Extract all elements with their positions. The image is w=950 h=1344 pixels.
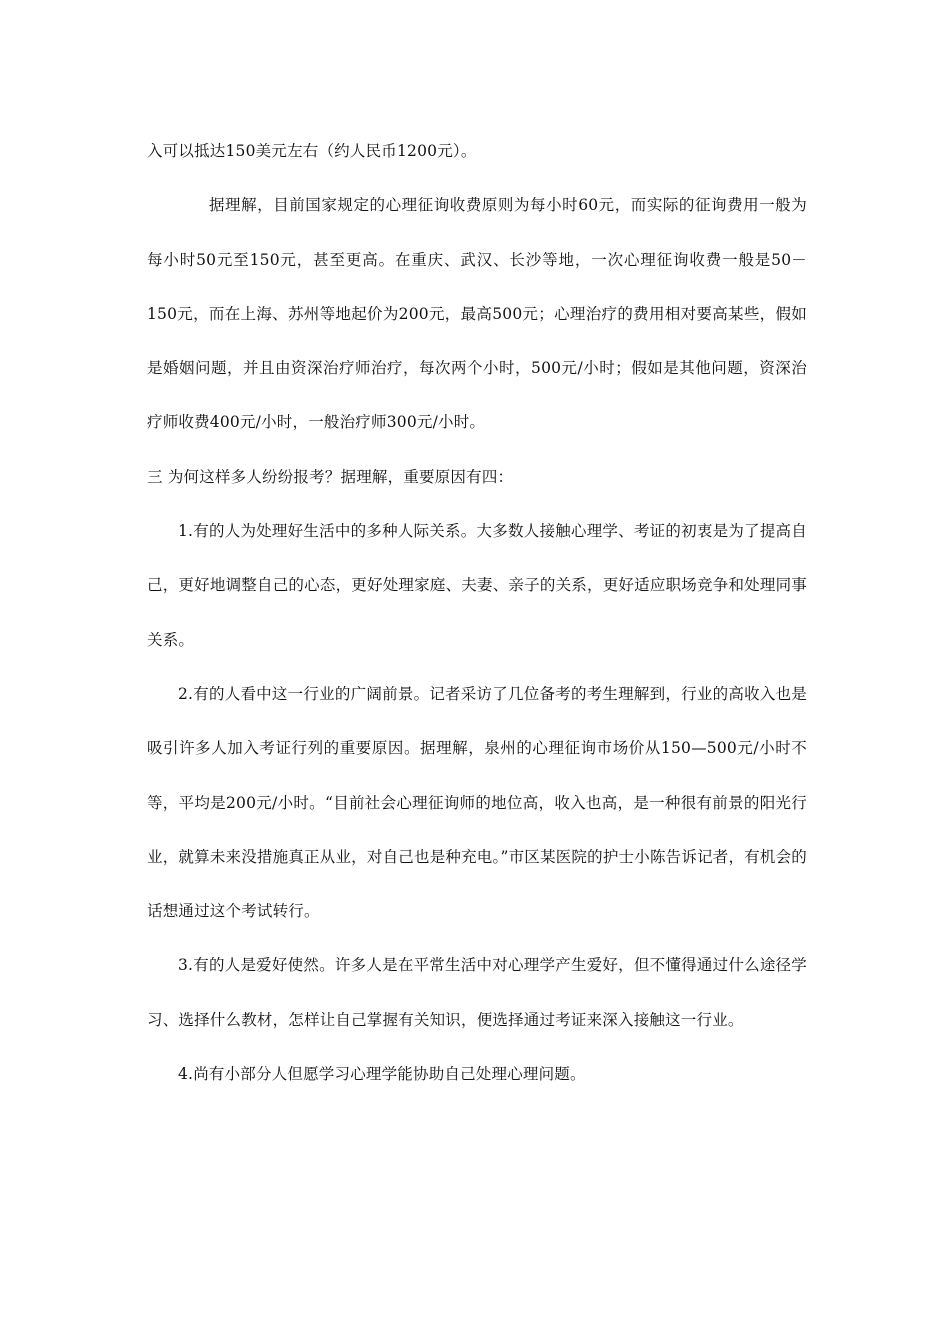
- paragraph-fee-standards: 据理解，目前国家规定的心理征询收费原则为每小时60元，而实际的征询费用一般为每小时50元至150元，甚至更高。在重庆、武汉、长沙等地，一次心理征询收费一般是50－150元，而在上海、苏州等地起价为200元，最高500元；心理治疗的费用相对要高某些，假如是婚姻问题，并且由资深治疗师治疗，每次两个小时，500元/小时；假如是其他问题，资深治疗师收费400元/小时，一般治疗师300元/小时。: [147, 196, 807, 432]
- list-item-reason-2: 2.有的人看中这一行业的广阔前景。记者采访了几位备考的考生理解到，行业的高收入也是吸引许多人加入考证行列的重要原因。据理解，泉州的心理征询市场价从150—500元/小时不等，平均是200元/小时。“目前社会心理征询师的地位高，收入也高，是一种很有前景的阳光行业，就算未来没措施真正从业，对自己也是种充电。”市区某医院的护士小陈告诉记者，有机会的话想通过这个考试转行。: [147, 684, 807, 921]
- list-item-reason-3: 3.有的人是爱好使然。许多人是在平常生活中对心理学产生爱好，但不懂得通过什么途径学习、选择什么教材，怎样让自己掌握有关知识，便选择通过考证来深入接触这一行业。: [147, 956, 807, 1029]
- paragraph-income-continuation: 入可以抵达150美元左右（约人民币1200元）。: [147, 142, 477, 160]
- document-body: [147, 124, 807, 1101]
- list-item-reason-1: 1.有的人为处理好生活中的多种人际关系。大多数人接触心理学、考证的初衷是为了提高自己，更好地调整自己的心态，更好处理家庭、夫妻、亲子的关系，更好适应职场竞争和处理同事关系。: [147, 522, 807, 649]
- list-item-reason-4: 4.尚有小部分人但愿学习心理学能协助自己处理心理问题。: [178, 1065, 586, 1084]
- section-heading-reasons: 三 为何这样多人纷纷报考？据理解，重要原因有四：: [147, 467, 514, 486]
